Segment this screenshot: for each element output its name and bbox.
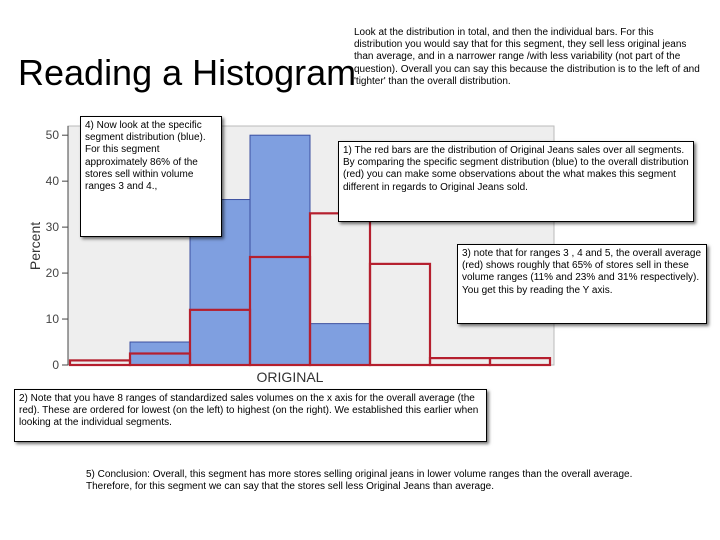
- y-tick-label: 30: [45, 220, 59, 235]
- segment-bar-4: [250, 135, 310, 365]
- note-3: 3) note that for ranges 3 , 4 and 5, the overall average (red) shows roughly that 65% of stores sell in these volume ranges (11% and 23% and 31% respectively). You get this by reading the Y axis.: [457, 244, 707, 324]
- x-axis-title: ORIGINAL: [256, 369, 324, 385]
- y-tick-label: 40: [45, 174, 59, 189]
- y-axis-title: Percent: [27, 221, 43, 271]
- y-tick-label: 50: [45, 128, 59, 143]
- note-1: 1) The red bars are the distribution of Original Jeans sales over all segments. By comparing the specific segment distribution (blue) to the overall distribution (red) you can make some observations about the what makes this segment different in regards to Original Jeans sold.: [338, 141, 694, 222]
- slide-title: Reading a Histogram: [18, 52, 357, 93]
- y-tick-label: 0: [52, 358, 59, 372]
- y-tick-label: 10: [45, 312, 59, 327]
- segment-bar-5: [310, 324, 370, 365]
- note-5: 5) Conclusion: Overall, this segment has more stores selling original jeans in lower volume ranges than the overall average. Therefore, for this segment we can say that the stores sell less Original Jeans than average.: [86, 469, 633, 493]
- note-4: 4) Now look at the specific segment distribution (blue). For this segment approximately 86% of the stores sell within volume ranges 3 and 4.,: [80, 116, 222, 237]
- y-tick-label: 20: [45, 266, 59, 281]
- note-2: 2) Note that you have 8 ranges of standardized sales volumes on the x axis for the overall average (the red). These are ordered for lowest (on the left) to highest (on the right). We established this earlier when looking at the individual segments.: [14, 389, 487, 442]
- note-top-right: Look at the distribution in total, and then the individual bars. For this distribution you would say that for this segment, they sell less original jeans than average, and in a narrower range /with less variability (not part of the question). Overall you can say this because the distribution is to the left of and 'tighter' than the overall distribution.: [354, 27, 700, 87]
